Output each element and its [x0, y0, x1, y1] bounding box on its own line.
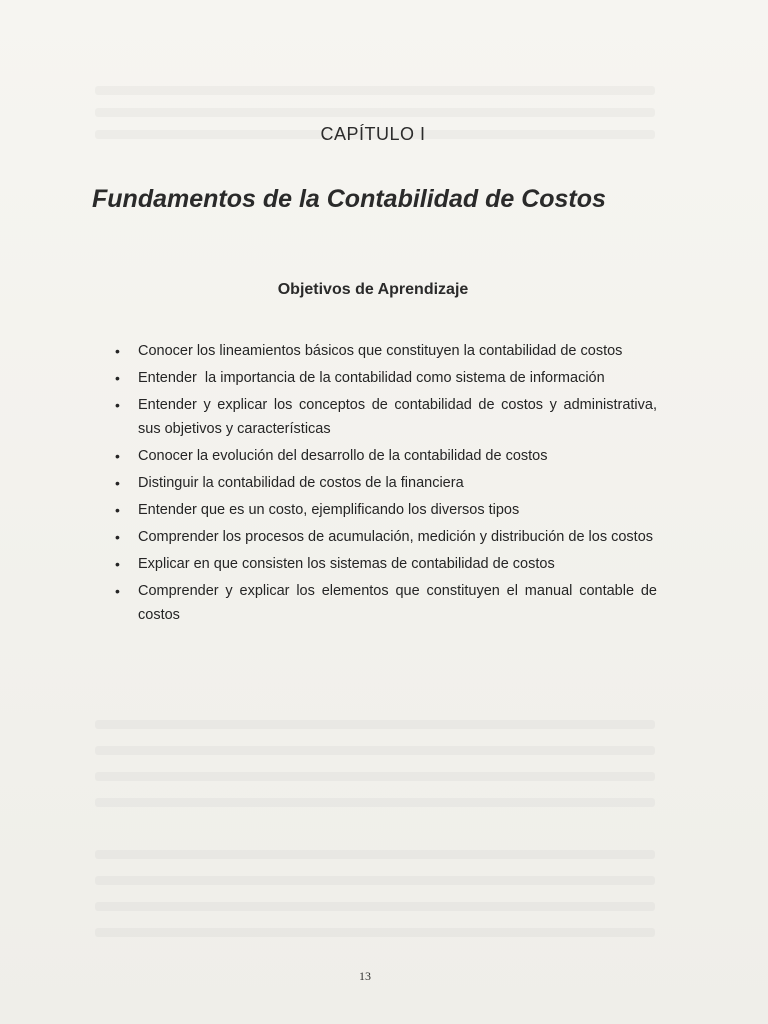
bullet-icon: • [115, 502, 120, 518]
bullet-icon: • [115, 397, 120, 413]
list-item [112, 339, 657, 363]
objectives-list [112, 339, 657, 630]
list-item-text: Comprender y explicar los elementos que constituyen el manual contable de costos [138, 583, 657, 623]
list-item-text: Explicar en que consisten los sistemas de contabilidad de costos [138, 556, 555, 572]
bullet-icon: • [115, 583, 120, 599]
chapter-heading: CAPÍTULO I [320, 124, 426, 144]
list-item-text: Distinguir la contabilidad de costos de la financiera [138, 475, 464, 491]
bleed-through-line [95, 746, 655, 755]
bleed-through-line [95, 720, 655, 729]
bullet-icon: • [115, 343, 120, 359]
bullet-icon: • [115, 448, 120, 464]
list-item-text: Entender que es un costo, ejemplificando los diversos tipos [138, 502, 520, 518]
list-item [112, 393, 657, 441]
bleed-through-line [95, 902, 655, 911]
list-item-text: Conocer la evolución del desarrollo de la contabilidad de costos [138, 448, 548, 464]
bleed-through-line [95, 108, 655, 117]
bleed-through-line [95, 850, 655, 859]
list-item [112, 366, 657, 390]
list-item-text: Entender la importancia de la contabilidad como sistema de información [138, 370, 605, 386]
list-item [112, 552, 657, 576]
bleed-through-line [95, 772, 655, 781]
list-item-text: Conocer los lineamientos básicos que constituyen la contabilidad de costos [138, 343, 623, 359]
bullet-icon: • [115, 475, 120, 491]
bleed-through-line [95, 86, 655, 95]
list-item [112, 444, 657, 468]
list-item [112, 498, 657, 522]
bullet-icon: • [115, 370, 120, 386]
page-title: Fundamentos de la Contabilidad de Costos [92, 185, 606, 213]
bleed-through-line [95, 798, 655, 807]
bleed-through-line [95, 876, 655, 885]
list-item-text: Comprender los procesos de acumulación, medición y distribución de los costos [138, 529, 654, 545]
list-item [112, 525, 657, 549]
section-subtitle: Objetivos de Aprendizaje [277, 281, 469, 298]
list-item-text: Entender y explicar los conceptos de contabilidad de costos y administrativa, sus objetivos y características [138, 397, 657, 437]
list-item [112, 579, 657, 627]
bullet-icon: • [115, 556, 120, 572]
list-item [112, 471, 657, 495]
bleed-through-line [95, 928, 655, 937]
page-number: 13 [359, 969, 371, 983]
bullet-icon: • [115, 529, 120, 545]
